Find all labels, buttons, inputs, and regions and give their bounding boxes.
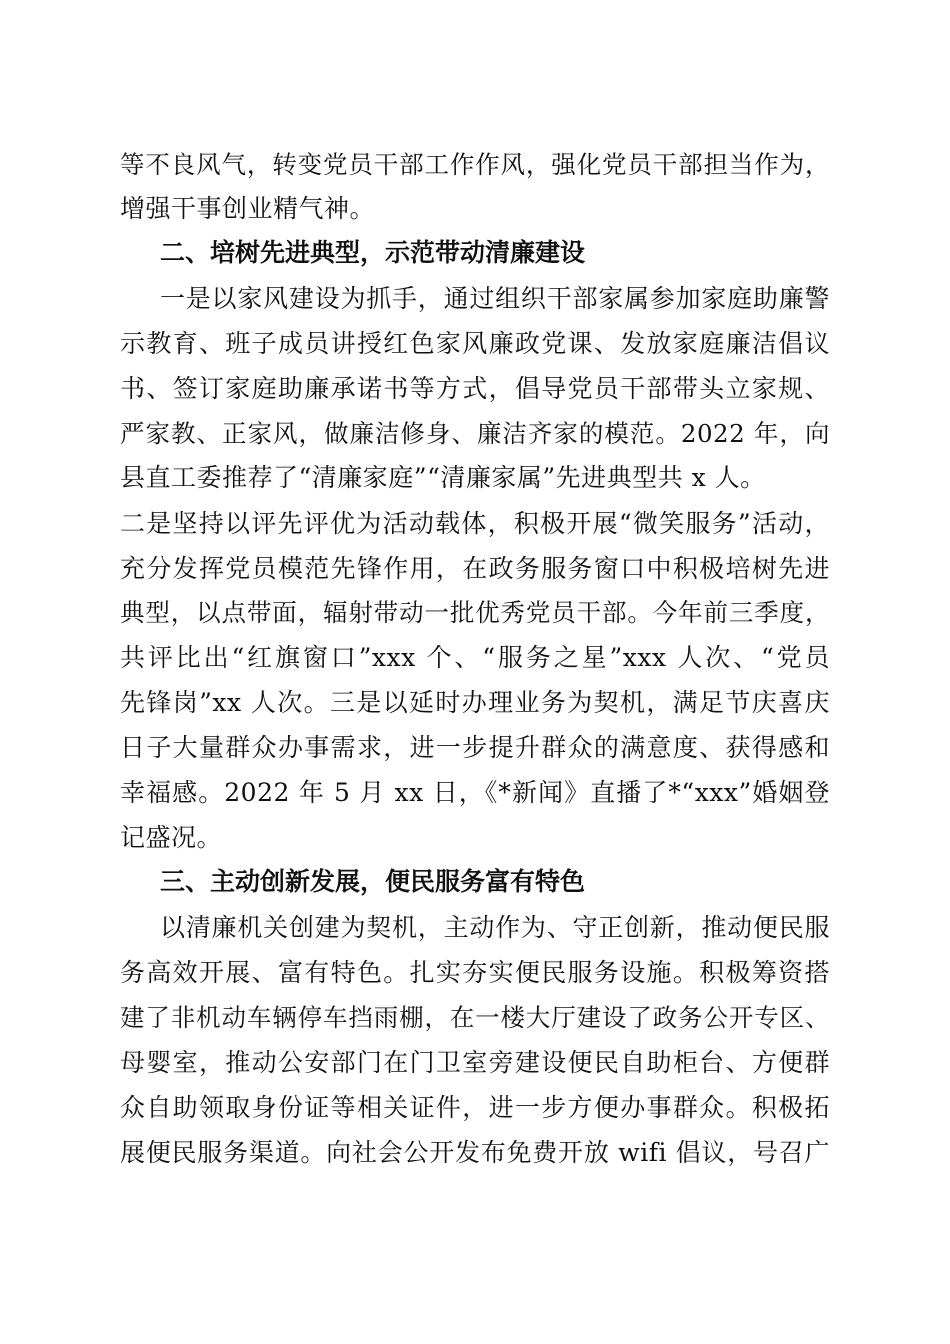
paragraph-line: 众自助领取身份证等相关证件，进一步方便办事群众。积极拓 — [120, 1093, 830, 1122]
paragraph-line: 充分发挥党员模范先锋作用，在政务服务窗口中积极培树先进 — [120, 554, 830, 583]
paragraph-line: 严家教、正家风，做廉洁修身、廉洁齐家的模范。2022 年，向 — [120, 419, 830, 448]
paragraph-line: 一是以家风建设为抓手，通过组织干部家属参加家庭助廉警 — [160, 284, 830, 313]
paragraph-line: 以清廉机关创建为契机，主动作为、守正创新，推动便民服 — [160, 913, 830, 942]
paragraph-line: 幸福感。2022 年 5 月 xx 日，《*新闻》直播了*“xxx”婚姻登 — [120, 778, 830, 807]
paragraph-line: 先锋岗”xx 人次。三是以延时办理业务为契机，满足节庆喜庆 — [120, 688, 830, 717]
paragraph-line: 增强干事创业精气神。 — [120, 194, 376, 223]
section-heading-3: 三、主动创新发展，便民服务富有特色 — [160, 867, 586, 896]
paragraph-line: 等不良风气，转变党员干部工作作风，强化党员干部担当作为， — [120, 150, 830, 179]
paragraph-line: 共评比出“红旗窗口”xxx 个、“服务之星”xxx 人次、“党员 — [120, 643, 830, 672]
paragraph-line: 书、签订家庭助廉承诺书等方式，倡导党员干部带头立家规、 — [120, 374, 830, 403]
section-heading-2: 二、培树先进典型，示范带动清廉建设 — [160, 238, 586, 267]
paragraph-line: 日子大量群众办事需求，进一步提升群众的满意度、获得感和 — [120, 733, 830, 762]
paragraph-line: 母婴室，推动公安部门在门卫室旁建设便民自助柜台、方便群 — [120, 1048, 830, 1077]
paragraph-line: 示教育、班子成员讲授红色家风廉政党课、发放家庭廉洁倡议 — [120, 329, 830, 358]
paragraph-line: 展便民服务渠道。向社会公开发布免费开放 wifi 倡议，号召广 — [120, 1138, 830, 1167]
paragraph-line: 二是坚持以评先评优为活动载体，积极开展“微笑服务”活动， — [120, 509, 830, 538]
paragraph-line: 务高效开展、富有特色。扎实夯实便民服务设施。积极筹资搭 — [120, 958, 830, 987]
paragraph-line: 县直工委推荐了“清廉家庭”“清廉家属”先进典型共 x 人。 — [120, 463, 766, 492]
paragraph-line: 典型，以点带面，辐射带动一批优秀党员干部。今年前三季度， — [120, 598, 830, 627]
paragraph-line: 记盛况。 — [120, 823, 223, 852]
paragraph-line: 建了非机动车辆停车挡雨棚，在一楼大厅建设了政务公开专区、 — [120, 1003, 830, 1032]
